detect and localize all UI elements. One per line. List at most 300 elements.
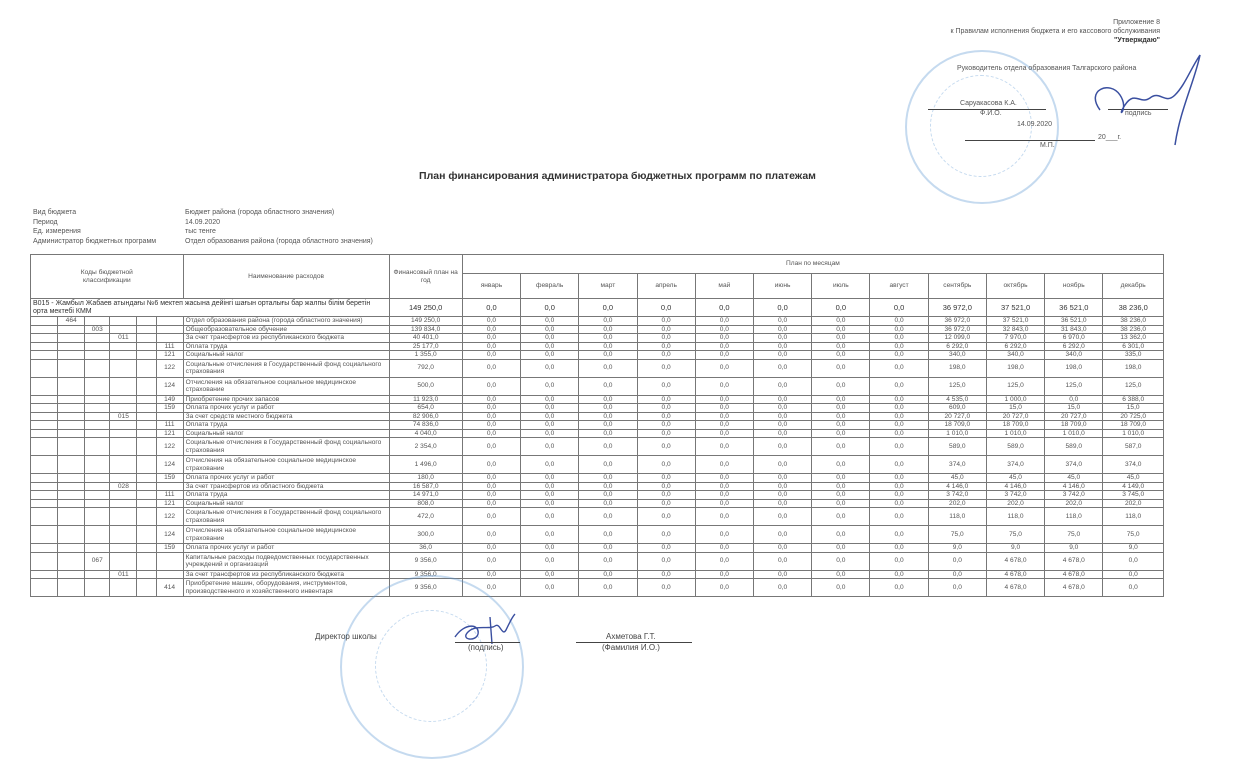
month-value: 0,0 [753,579,811,597]
month-value: 0,0 [1103,552,1164,570]
program-month: 0,0 [870,299,928,317]
month-value: 0,0 [870,359,928,377]
month-value: 0,0 [462,499,520,508]
table-header [31,255,1164,299]
header-month: август [870,274,928,299]
month-value: 0,0 [521,570,579,579]
month-value: 0,0 [579,544,637,553]
month-value: 0,0 [928,579,986,597]
month-value: 0,0 [753,570,811,579]
month-value: 118,0 [1103,508,1164,526]
header-month: май [695,274,753,299]
approver-name-caption: Ф.И.О. [980,110,1002,117]
code-cell-c2 [85,474,110,483]
code-cell-empty [137,482,156,491]
expense-name: Приобретение прочих запасов [183,395,389,404]
month-value: 609,0 [928,404,986,413]
month-value: 1 000,0 [986,395,1044,404]
month-value: 0,0 [870,342,928,351]
month-value: 0,0 [579,499,637,508]
month-value: 0,0 [579,334,637,343]
code-cell-c4: 149 [156,395,183,404]
code-cell-c2 [85,377,110,395]
month-value: 0,0 [812,334,870,343]
program-month: 0,0 [637,299,695,317]
annual-plan: 16 587,0 [389,482,462,491]
month-value: 32 843,0 [986,325,1044,334]
month-value: 13 362,0 [1103,334,1164,343]
month-value: 0,0 [753,377,811,395]
month-value: 31 843,0 [1045,325,1103,334]
month-value: 0,0 [462,544,520,553]
code-cell-c3 [110,377,137,395]
code-cell-c4: 111 [156,421,183,430]
approve-label: "Утверждаю" [1114,37,1160,44]
expense-name: Оплата прочих услуг и работ [183,474,389,483]
code-cell-c4: 122 [156,508,183,526]
month-value: 0,0 [637,474,695,483]
month-value: 9,0 [1103,544,1164,553]
month-value: 0,0 [753,351,811,360]
month-value: 75,0 [986,526,1044,544]
month-value: 0,0 [521,317,579,326]
annual-plan: 654,0 [389,404,462,413]
month-value: 0,0 [695,579,753,597]
month-value: 0,0 [637,552,695,570]
code-cell-empty [31,395,58,404]
month-value: 0,0 [637,404,695,413]
code-cell-empty [137,342,156,351]
month-value: 0,0 [462,351,520,360]
header-month: февраль [521,274,579,299]
meta-budget-type [33,208,373,218]
table-row [31,317,1164,326]
month-value: 75,0 [1103,526,1164,544]
month-value: 0,0 [753,482,811,491]
month-value: 0,0 [462,412,520,421]
code-cell-empty [137,579,156,597]
month-value: 0,0 [753,429,811,438]
code-cell-empty [31,544,58,553]
code-cell-c4: 121 [156,499,183,508]
code-cell-c4: 122 [156,359,183,377]
month-value: 340,0 [1045,351,1103,360]
month-value: 0,0 [812,482,870,491]
month-value: 0,0 [521,474,579,483]
month-value: 0,0 [637,395,695,404]
month-value: 335,0 [1103,351,1164,360]
month-value: 0,0 [695,404,753,413]
annual-plan: 4 040,0 [389,429,462,438]
table-row [31,552,1164,570]
annual-plan: 500,0 [389,377,462,395]
month-value: 0,0 [753,544,811,553]
month-value: 0,0 [753,456,811,474]
month-value: 6 292,0 [1045,342,1103,351]
table-row [31,499,1164,508]
month-value: 0,0 [812,429,870,438]
table-row [31,377,1164,395]
month-value: 36 972,0 [928,317,986,326]
code-cell-c2 [85,429,110,438]
code-cell-c3 [110,325,137,334]
month-value: 0,0 [521,421,579,430]
month-value: 0,0 [870,508,928,526]
code-cell-c2 [85,317,110,326]
month-value: 0,0 [812,552,870,570]
code-cell-c4 [156,412,183,421]
month-value: 36 972,0 [928,325,986,334]
code-cell-c4: 124 [156,377,183,395]
month-value: 589,0 [928,438,986,456]
month-value: 4 146,0 [986,482,1044,491]
month-value: 0,0 [637,359,695,377]
month-value: 0,0 [462,377,520,395]
code-cell-c2 [85,334,110,343]
month-value: 0,0 [1103,570,1164,579]
code-cell-empty [31,351,58,360]
code-cell-empty [31,342,58,351]
month-value: 0,0 [695,412,753,421]
director-position: Директор школы [315,632,377,641]
header-month: март [579,274,637,299]
month-value: 0,0 [753,342,811,351]
month-value: 340,0 [928,351,986,360]
month-value: 0,0 [579,421,637,430]
expense-name: За счет трансфертов из областного бюджета [183,482,389,491]
approval-year-blank: 20___г. [1098,134,1122,141]
month-value: 0,0 [753,508,811,526]
month-value: 0,0 [753,421,811,430]
month-value: 0,0 [579,526,637,544]
month-value: 0,0 [579,570,637,579]
rules-label: к Правилам исполнения бюджета и его кассового обслуживания [950,28,1160,35]
code-cell-empty [137,412,156,421]
program-month: 0,0 [579,299,637,317]
header-month: октябрь [986,274,1044,299]
month-value: 0,0 [695,317,753,326]
month-value: 0,0 [579,412,637,421]
code-cell-c3 [110,508,137,526]
month-value: 118,0 [928,508,986,526]
code-cell-empty [31,552,58,570]
annual-plan: 40 401,0 [389,334,462,343]
code-cell-c1 [58,552,85,570]
month-value: 4 678,0 [986,579,1044,597]
month-value: 4 146,0 [1045,482,1103,491]
month-value: 36 521,0 [1045,317,1103,326]
code-cell-c3 [110,351,137,360]
month-value: 0,0 [812,526,870,544]
code-cell-c2: 067 [85,552,110,570]
approver-signature [1080,50,1210,150]
month-value: 0,0 [637,438,695,456]
approver-name: Саруакасова К.А. [960,100,1017,107]
expense-name: Капитальные расходы подведомственных государственных учреждений и организаций [183,552,389,570]
month-value: 0,0 [812,412,870,421]
month-value: 0,0 [812,317,870,326]
code-cell-c3 [110,499,137,508]
code-cell-c2 [85,508,110,526]
month-value: 0,0 [521,334,579,343]
month-value: 20 725,0 [1103,412,1164,421]
month-value: 0,0 [870,456,928,474]
month-value: 0,0 [695,334,753,343]
code-cell-c3 [110,317,137,326]
month-value: 0,0 [521,579,579,597]
month-value: 0,0 [753,317,811,326]
month-value: 0,0 [579,474,637,483]
month-value: 0,0 [928,552,986,570]
month-value: 0,0 [462,579,520,597]
code-cell-c4 [156,570,183,579]
code-cell-c3: 011 [110,570,137,579]
code-cell-empty [137,526,156,544]
month-value: 0,0 [462,456,520,474]
annual-plan: 74 836,0 [389,421,462,430]
annual-plan: 792,0 [389,359,462,377]
meta-value: тыс тенге [185,228,216,235]
month-value: 198,0 [928,359,986,377]
table-row [31,474,1164,483]
month-value: 0,0 [695,570,753,579]
month-value: 0,0 [462,474,520,483]
month-value: 0,0 [579,359,637,377]
code-cell-c4: 159 [156,404,183,413]
code-cell-c3 [110,491,137,500]
code-cell-c2 [85,438,110,456]
month-value: 0,0 [521,404,579,413]
month-value: 0,0 [812,499,870,508]
month-value: 125,0 [1045,377,1103,395]
month-value: 0,0 [521,429,579,438]
month-value: 37 521,0 [986,317,1044,326]
meta-period [33,218,373,228]
table-body [31,299,1164,597]
expense-name: Социальный налог [183,429,389,438]
month-value: 45,0 [986,474,1044,483]
code-cell-c4: 111 [156,491,183,500]
month-value: 0,0 [462,429,520,438]
month-value: 0,0 [637,334,695,343]
annual-plan: 25 177,0 [389,342,462,351]
month-value: 0,0 [928,570,986,579]
header-month: январь [462,274,520,299]
month-value: 0,0 [579,377,637,395]
expense-name: Социальный налог [183,499,389,508]
month-value: 125,0 [928,377,986,395]
month-value: 0,0 [870,579,928,597]
code-cell-c2 [85,544,110,553]
table-row [31,544,1164,553]
month-value: 0,0 [695,482,753,491]
annual-plan: 1 496,0 [389,456,462,474]
code-cell-empty [137,325,156,334]
month-value: 0,0 [870,377,928,395]
header-month: июнь [753,274,811,299]
table-row [31,438,1164,456]
program-annual: 149 250,0 [389,299,462,317]
month-value: 0,0 [462,570,520,579]
month-value: 9,0 [928,544,986,553]
month-value: 0,0 [753,438,811,456]
month-value: 0,0 [870,526,928,544]
month-value: 4 678,0 [1045,570,1103,579]
month-value: 3 742,0 [986,491,1044,500]
month-value: 0,0 [1045,395,1103,404]
month-value: 0,0 [637,508,695,526]
table-row [31,482,1164,491]
month-value: 4 149,0 [1103,482,1164,491]
expense-name: Социальные отчисления в Государственный фонд социального страхования [183,508,389,526]
annual-plan: 1 355,0 [389,351,462,360]
month-value: 1 010,0 [986,429,1044,438]
code-cell-c2 [85,342,110,351]
month-value: 0,0 [462,482,520,491]
program-month: 0,0 [462,299,520,317]
month-value: 0,0 [462,508,520,526]
month-value: 374,0 [986,456,1044,474]
code-cell-c3 [110,359,137,377]
month-value: 0,0 [637,351,695,360]
month-value: 7 970,0 [986,334,1044,343]
month-value: 0,0 [637,421,695,430]
month-value: 0,0 [462,404,520,413]
code-cell-empty [31,429,58,438]
month-value: 0,0 [695,359,753,377]
month-value: 0,0 [462,491,520,500]
month-value: 0,0 [579,508,637,526]
month-value: 0,0 [812,579,870,597]
month-value: 0,0 [812,438,870,456]
month-value: 0,0 [521,359,579,377]
program-month: 0,0 [753,299,811,317]
annual-plan: 82 906,0 [389,412,462,421]
code-cell-c1 [58,342,85,351]
code-cell-c3 [110,421,137,430]
month-value: 0,0 [521,342,579,351]
month-value: 0,0 [695,526,753,544]
code-cell-empty [137,544,156,553]
table-row [31,359,1164,377]
month-value: 0,0 [812,456,870,474]
code-cell-c2 [85,526,110,544]
month-value: 45,0 [928,474,986,483]
month-value: 0,0 [637,482,695,491]
code-cell-empty [137,421,156,430]
code-cell-c2 [85,359,110,377]
code-cell-empty [137,395,156,404]
code-cell-c1 [58,474,85,483]
annual-plan: 2 354,0 [389,438,462,456]
month-value: 0,0 [812,325,870,334]
code-cell-empty [137,474,156,483]
code-cell-c2 [85,482,110,491]
month-value: 0,0 [870,404,928,413]
month-value: 3 742,0 [928,491,986,500]
month-value: 18 709,0 [928,421,986,430]
month-value: 15,0 [1045,404,1103,413]
approver-position: Руководитель отдела образования Талгарского района [957,65,1137,72]
code-cell-c1 [58,579,85,597]
month-value: 0,0 [812,377,870,395]
month-value: 0,0 [521,552,579,570]
code-cell-empty [137,317,156,326]
month-value: 0,0 [870,395,928,404]
month-value: 0,0 [753,359,811,377]
month-value: 75,0 [928,526,986,544]
month-value: 0,0 [521,526,579,544]
code-cell-empty [31,482,58,491]
code-cell-empty [31,325,58,334]
month-value: 0,0 [695,377,753,395]
header-monthly: План по месяцам [462,255,1163,274]
code-cell-c3 [110,544,137,553]
month-value: 0,0 [812,491,870,500]
table-row [31,404,1164,413]
month-value: 0,0 [812,508,870,526]
month-value: 0,0 [753,491,811,500]
month-value: 198,0 [986,359,1044,377]
month-value: 374,0 [1103,456,1164,474]
month-value: 0,0 [462,526,520,544]
table-row [31,508,1164,526]
meta-value: Бюджет района (города областного значения) [185,209,335,216]
expense-name: Отдел образования района (города областного значения) [183,317,389,326]
expense-name: Общеобразовательное обучение [183,325,389,334]
expense-name: Отчисления на обязательное социальное медицинское страхование [183,456,389,474]
month-value: 1 010,0 [1045,429,1103,438]
code-cell-empty [31,491,58,500]
month-value: 4 678,0 [1045,552,1103,570]
table-row [31,334,1164,343]
month-value: 0,0 [695,351,753,360]
month-value: 198,0 [1103,359,1164,377]
month-value: 0,0 [870,438,928,456]
month-value: 118,0 [986,508,1044,526]
code-cell-c3: 015 [110,412,137,421]
month-value: 0,0 [521,438,579,456]
month-value: 38 236,0 [1103,317,1164,326]
month-value: 6 388,0 [1103,395,1164,404]
header-month: сентябрь [928,274,986,299]
month-value: 0,0 [753,499,811,508]
month-value: 0,0 [579,351,637,360]
month-value: 0,0 [637,570,695,579]
director-name-caption: (Фамилия И.О.) [602,643,660,652]
month-value: 0,0 [812,474,870,483]
month-value: 0,0 [695,325,753,334]
director-name: Ахметова Г.Т. [606,632,656,641]
month-value: 4 678,0 [986,552,1044,570]
month-value: 0,0 [870,499,928,508]
expense-name: Отчисления на обязательное социальное медицинское страхование [183,377,389,395]
approval-date-line [965,140,1095,141]
table-row [31,325,1164,334]
month-value: 38 236,0 [1103,325,1164,334]
code-cell-c1 [58,395,85,404]
program-month: 36 521,0 [1045,299,1103,317]
table-row [31,342,1164,351]
annual-plan: 808,0 [389,499,462,508]
program-month: 0,0 [695,299,753,317]
month-value: 0,0 [637,456,695,474]
annual-plan: 472,0 [389,508,462,526]
code-cell-c2 [85,404,110,413]
code-cell-c2 [85,351,110,360]
code-cell-c1 [58,325,85,334]
month-value: 18 709,0 [986,421,1044,430]
